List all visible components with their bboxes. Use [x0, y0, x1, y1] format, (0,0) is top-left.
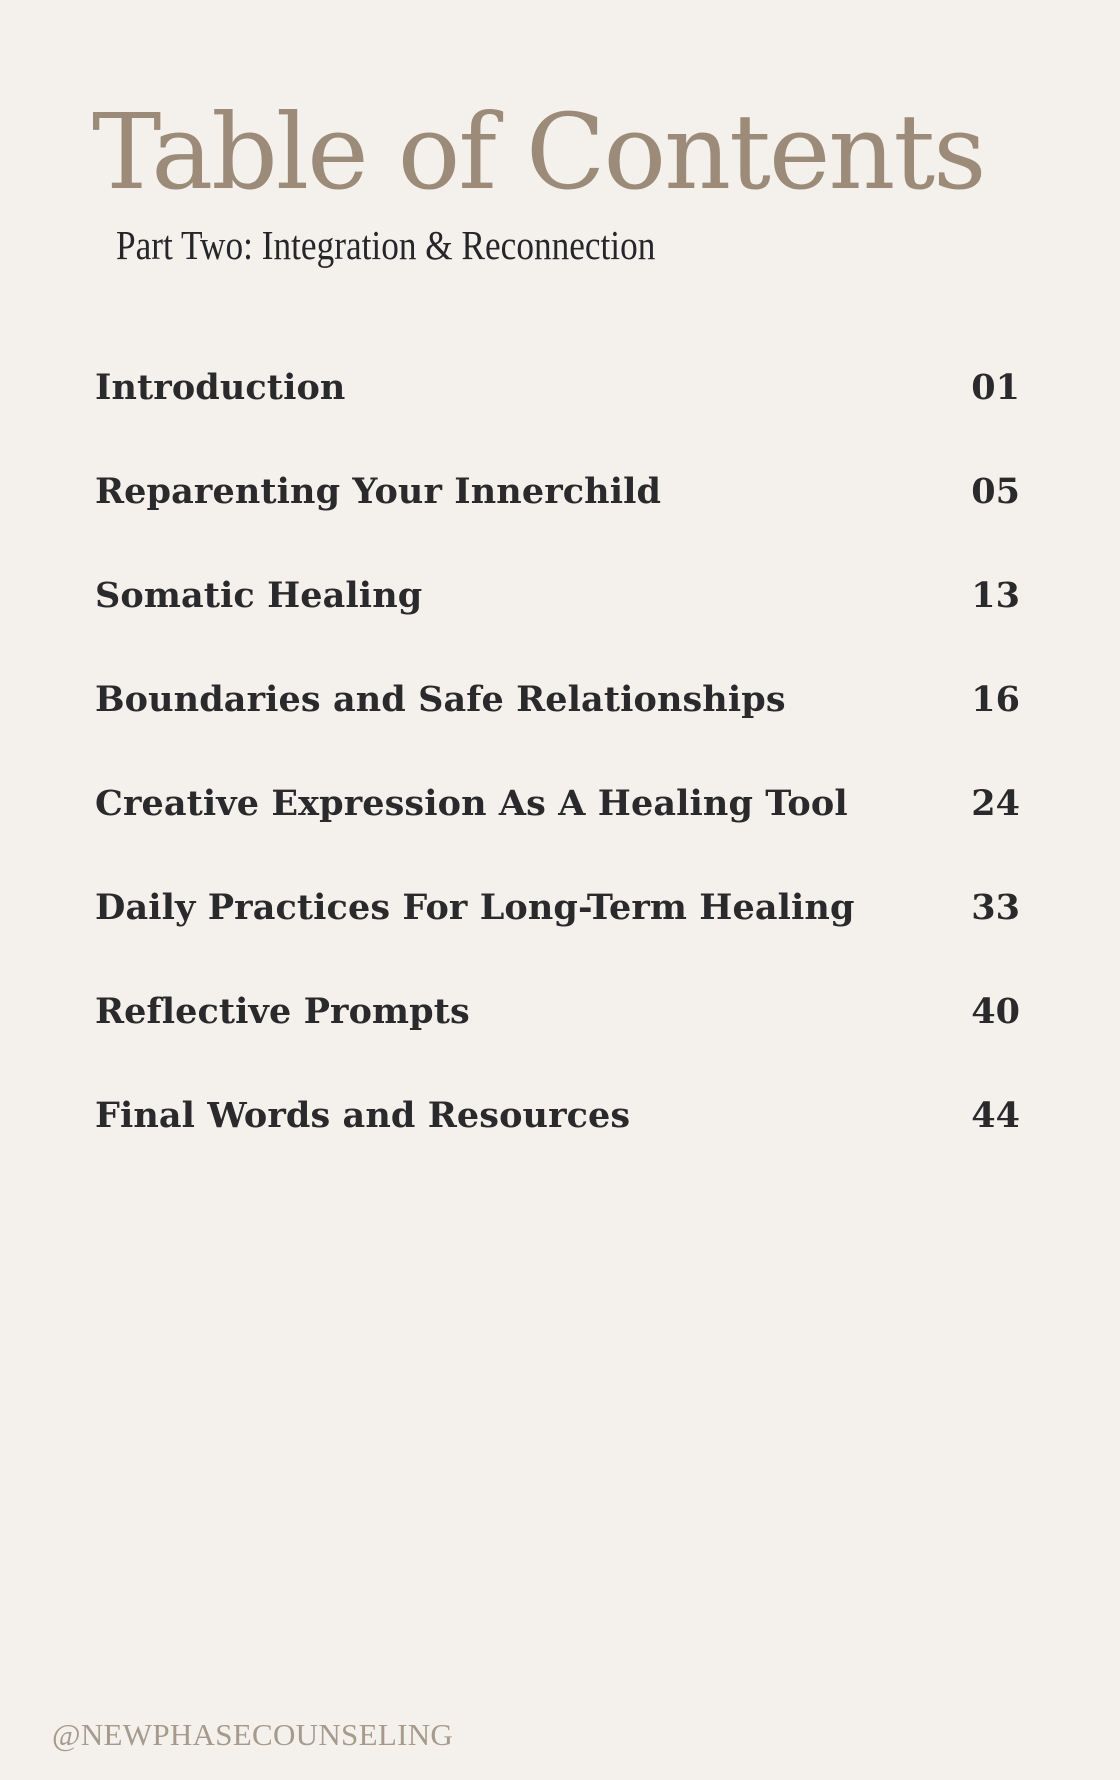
toc-entry-reparenting[interactable] — [95, 439, 1020, 543]
page-title: Table of Contents — [92, 91, 985, 213]
toc-entry-label: Somatic Healing — [95, 574, 423, 616]
toc-entry-label: Boundaries and Safe Relationships — [95, 678, 786, 720]
toc-entry-creative-expression[interactable] — [95, 751, 1020, 855]
toc-entry-page-number: 16 — [971, 678, 1020, 720]
toc-entry-page-number: 33 — [971, 886, 1020, 928]
toc-entry-page-number: 24 — [971, 782, 1020, 824]
toc-entry-label: Reparenting Your Innerchild — [95, 470, 662, 512]
page-subtitle: Part Two: Integration & Reconnection — [116, 222, 656, 268]
toc-entry-page-number: 13 — [971, 574, 1020, 616]
toc-entry-label: Creative Expression As A Healing Tool — [95, 782, 848, 824]
table-of-contents — [95, 335, 1020, 1167]
toc-entry-page-number: 01 — [971, 366, 1020, 408]
toc-entry-somatic-healing[interactable] — [95, 543, 1020, 647]
toc-entry-label: Daily Practices For Long-Term Healing — [95, 886, 855, 928]
social-handle: @NEWPHASECOUNSELING — [52, 1717, 454, 1752]
toc-entry-daily-practices[interactable] — [95, 855, 1020, 959]
toc-entry-final-words[interactable] — [95, 1063, 1020, 1167]
toc-entry-label: Final Words and Resources — [95, 1094, 631, 1136]
toc-entry-reflective-prompts[interactable] — [95, 959, 1020, 1063]
toc-entry-label: Introduction — [95, 366, 346, 408]
toc-entry-label: Reflective Prompts — [95, 990, 470, 1032]
toc-entry-page-number: 05 — [971, 470, 1020, 512]
toc-entry-page-number: 44 — [971, 1094, 1020, 1136]
toc-entry-boundaries[interactable] — [95, 647, 1020, 751]
toc-entry-introduction[interactable] — [95, 335, 1020, 439]
toc-entry-page-number: 40 — [971, 990, 1020, 1032]
